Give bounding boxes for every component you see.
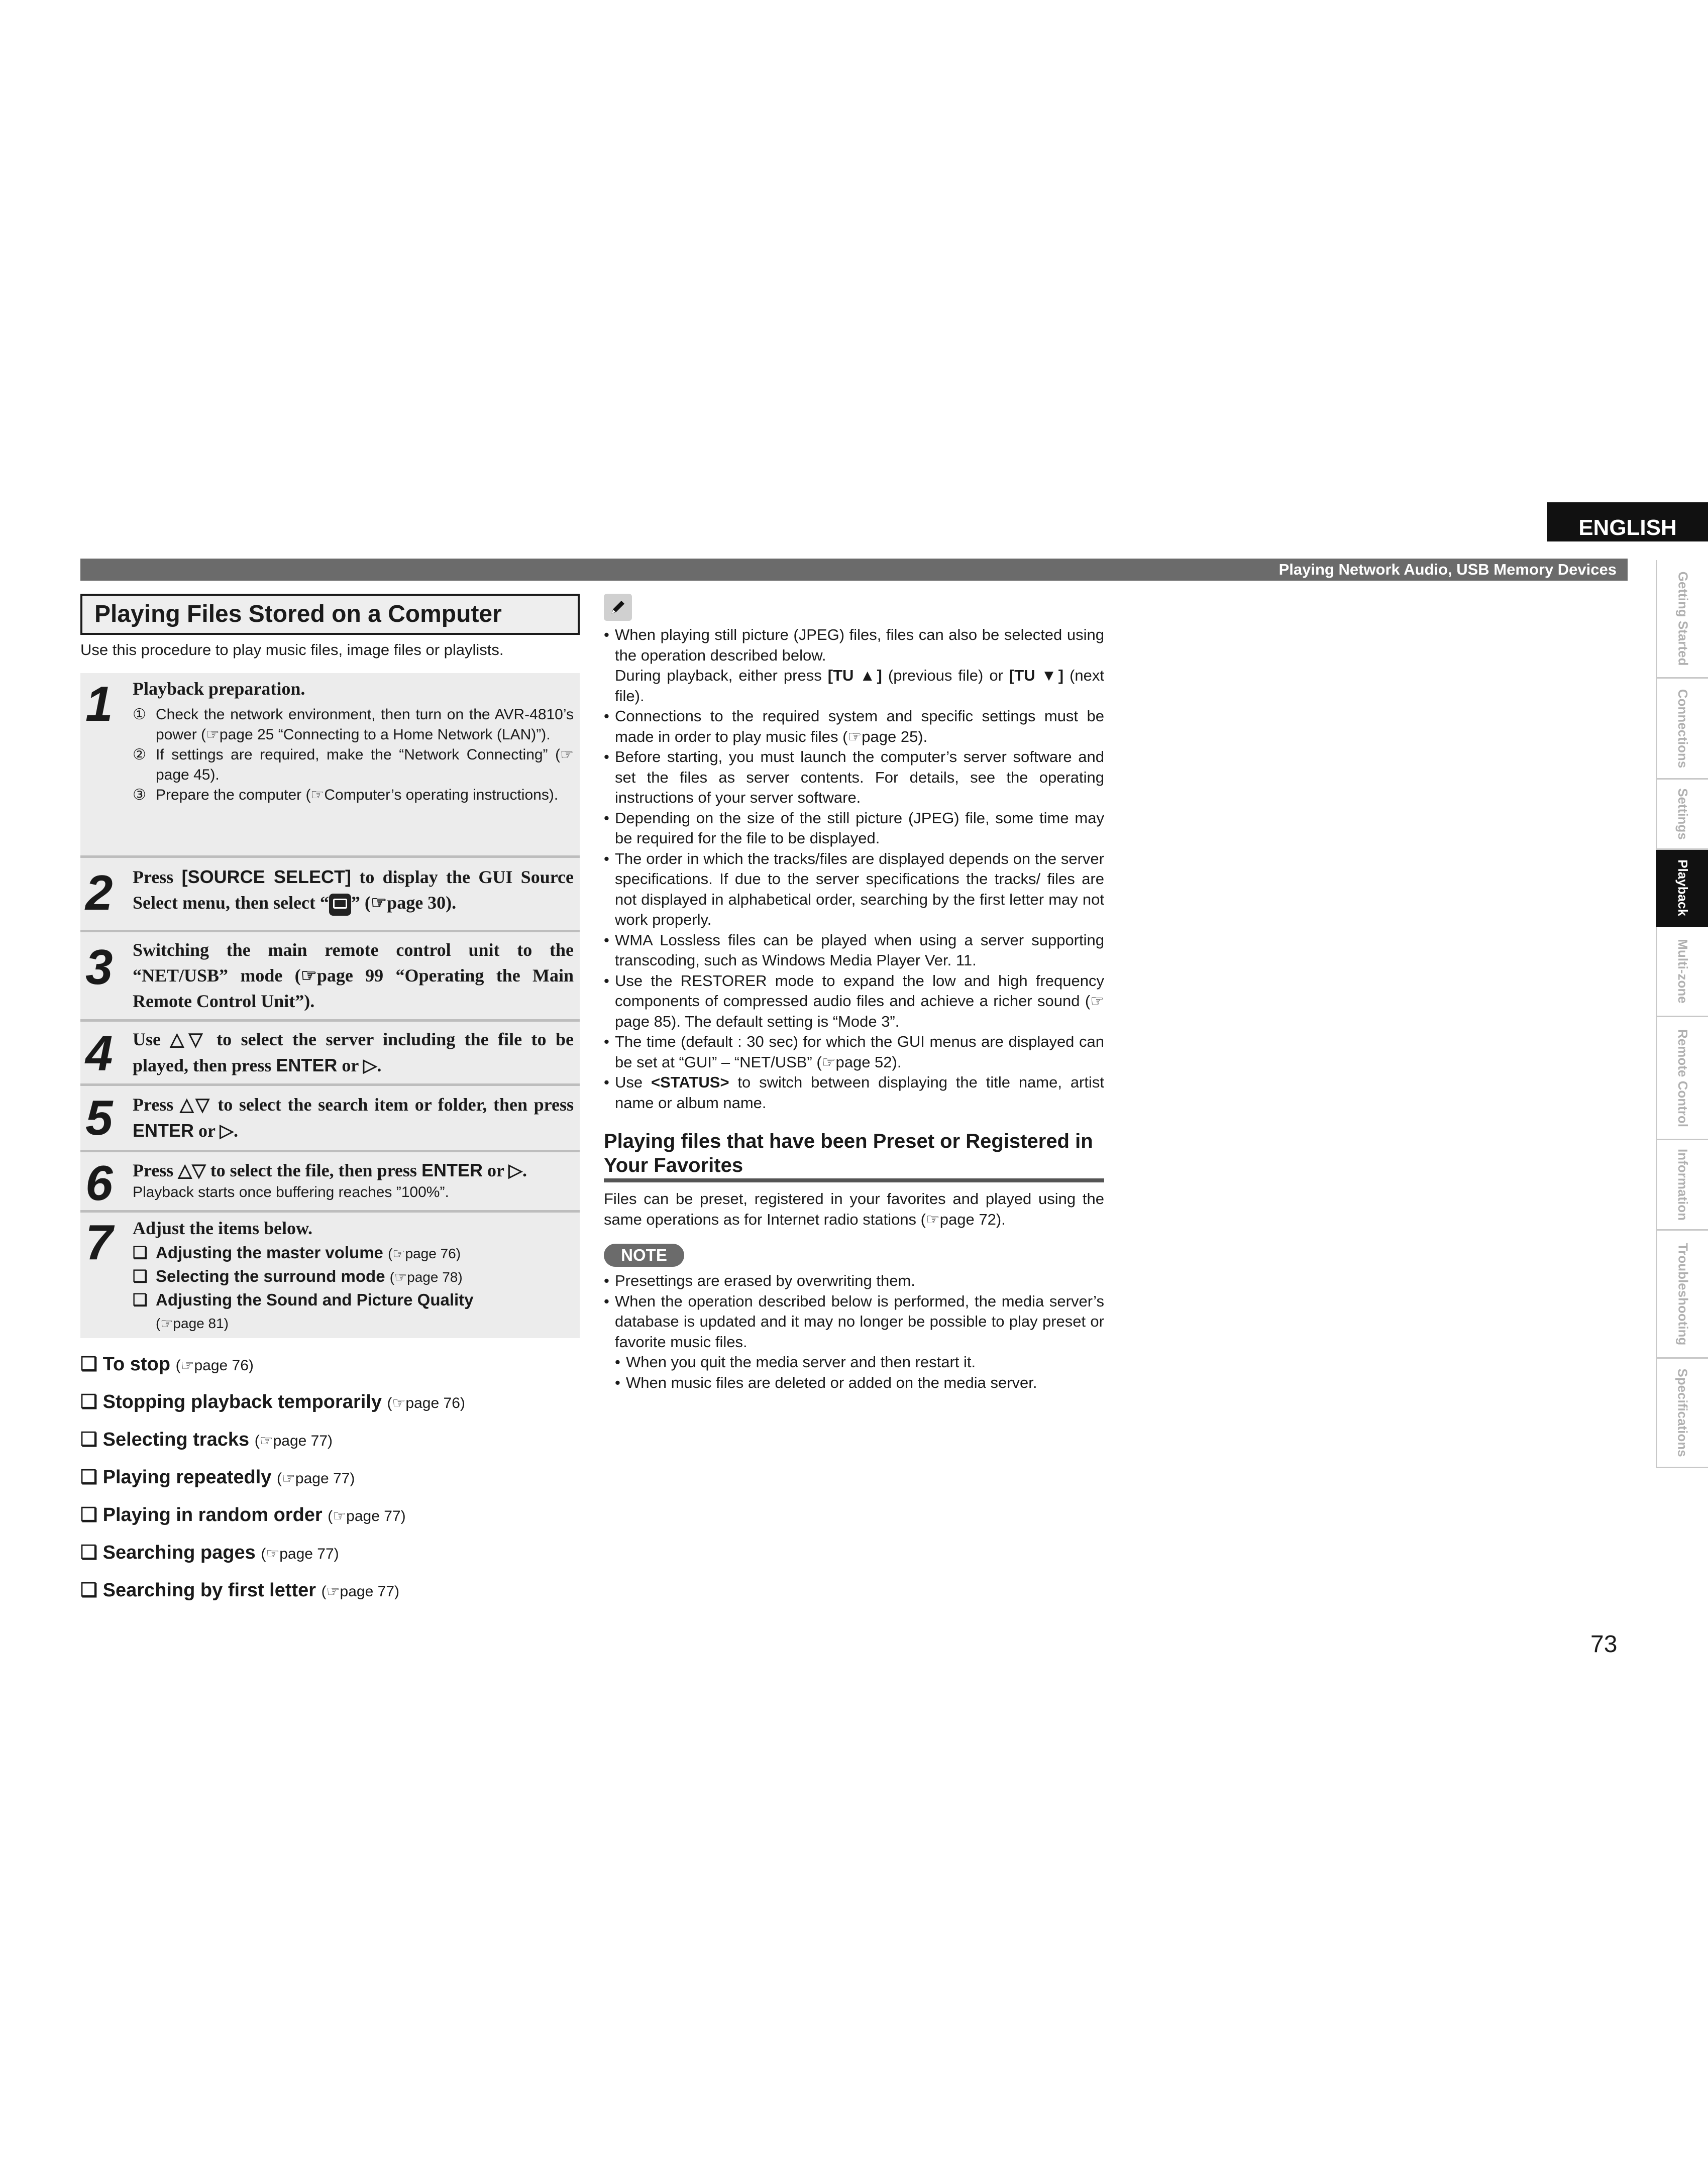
side-tab-label: Playback [1675, 859, 1690, 916]
side-tab-label: Specifications [1675, 1368, 1690, 1457]
check-item[interactable]: ❏ Adjusting the Sound and Picture Quality (☞page 81) [133, 1288, 574, 1335]
tip-item: • When playing still picture (JPEG) files, files can also be selected using the operation described below. During playback, either press [TU ▲] (previous file) or [TU ▼] (next file). [604, 625, 1104, 706]
step-heading: Playback preparation. [133, 679, 305, 699]
side-tab-getting-started[interactable] [1656, 560, 1708, 679]
step-3 [80, 932, 580, 1022]
step-5 [80, 1086, 580, 1152]
side-tab-label: Getting Started [1675, 571, 1691, 666]
checkbox-icon: ❏ [80, 1354, 98, 1375]
side-tab-label: Connections [1675, 689, 1691, 768]
step-heading: Use △▽ to select the server including the file to be played, then press ENTER or ▷. [133, 1029, 574, 1075]
step-number: 2 [85, 865, 113, 920]
side-tab-label: Remote Control [1675, 1029, 1690, 1127]
checkbox-icon: ❏ [80, 1542, 98, 1563]
step-heading: Press △▽ to select the search item or folder, then press ENTER or ▷. [133, 1095, 574, 1141]
checkbox-icon: ❏ [80, 1504, 98, 1525]
note-badge: NOTE [604, 1244, 684, 1267]
note-subitem: • When you quit the media server and then restart it. [604, 1352, 1104, 1373]
note-list [604, 1271, 1104, 1393]
tip-item: • Connections to the required system and specific settings must be made in order to play music files (☞page 25). [604, 706, 1104, 747]
favorites-heading: Playing files that have been Preset or Registered in Your Favorites [604, 1129, 1104, 1182]
tip-item: • WMA Lossless files can be played when using a server supporting transcoding, such as Windows Media Player Ver. 11. [604, 930, 1104, 971]
tip-item: • The time (default : 30 sec) for which the GUI menus are displayed can be set at “GUI” – “NET/USB” (☞page 52). [604, 1032, 1104, 1072]
related-operations-list [80, 1346, 583, 1610]
step-1 [80, 673, 580, 858]
step-number: 7 [85, 1215, 113, 1270]
side-tab-information[interactable] [1656, 1140, 1708, 1231]
step-heading: Press △▽ to select the file, then press ENTER or ▷. [133, 1160, 527, 1180]
step-heading: Press [SOURCE SELECT] to display the GUI Source Select menu, then select “ ” (☞page 30). [133, 864, 574, 916]
network-source-icon [329, 894, 351, 916]
side-tab-label: Troubleshooting [1675, 1243, 1690, 1345]
step-number: 4 [85, 1026, 113, 1081]
step-heading: Switching the main remote control unit to the “NET/USB” mode (☞page 99 “Operating the Main Remote Control Unit”). [133, 940, 574, 1011]
step-heading: Adjust the items below. [133, 1218, 312, 1238]
side-tab-connections[interactable] [1656, 679, 1708, 780]
list-item[interactable]: ❏ Stopping playback temporarily (☞page 76) [80, 1391, 465, 1412]
checkbox-icon: ❏ [133, 1267, 148, 1285]
side-tab-specifications[interactable] [1656, 1359, 1708, 1468]
section-title: Playing Files Stored on a Computer [80, 594, 580, 635]
tip-item: • The order in which the tracks/files are displayed depends on the server specifications. If due to the server specifications the tracks/ files are not displayed in alphabetical order, searching by the first letter may not work properly. [604, 849, 1104, 930]
checkbox-icon: ❏ [80, 1580, 98, 1601]
side-tab-playback[interactable] [1656, 850, 1708, 927]
step-7 [80, 1213, 580, 1338]
checkbox-icon: ❏ [80, 1391, 98, 1412]
list-item[interactable]: ❏ Searching pages (☞page 77) [80, 1542, 339, 1563]
checkbox-icon: ❏ [133, 1290, 148, 1309]
note-item: • Presettings are erased by overwriting them. [604, 1271, 1104, 1291]
step-4 [80, 1022, 580, 1086]
step-number: 5 [85, 1090, 113, 1145]
note-item: • When the operation described below is performed, the media server’s database is updated and it may no longer be possible to play preset or favorite music files. [604, 1291, 1104, 1353]
side-tab-label: Settings [1675, 788, 1691, 840]
checkbox-icon: ❏ [133, 1243, 148, 1262]
check-item[interactable]: ❏ Selecting the surround mode (☞page 78) [133, 1265, 574, 1288]
step-substep: ② If settings are required, make the “Network Connecting” (☞page 45). [133, 746, 574, 783]
tip-item: • Use <STATUS> to switch between displaying the title name, artist name or album name. [604, 1072, 1104, 1113]
side-tab-multi-zone[interactable] [1656, 927, 1708, 1017]
check-item[interactable]: ❏ Adjusting the master volume (☞page 76) [133, 1241, 574, 1265]
step-number: 3 [85, 939, 113, 995]
step-note: Playback starts once buffering reaches ”100%”. [133, 1184, 449, 1201]
tip-item: • Before starting, you must launch the computer’s server software and set the files as server contents. For details, see the operating instructions of your server software. [604, 747, 1104, 808]
steps-panel [80, 673, 580, 1338]
list-item[interactable]: ❏ Selecting tracks (☞page 77) [80, 1429, 333, 1450]
step-number: 6 [85, 1155, 113, 1211]
favorites-text: Files can be preset, registered in your favorites and played using the same operations as for Internet radio stations (☞page 72). [604, 1190, 1104, 1228]
step-number: 1 [85, 676, 113, 731]
side-navigation [1656, 560, 1708, 1468]
step-6 [80, 1152, 580, 1213]
note-subitem: • When music files are deleted or added on the media server. [604, 1373, 1104, 1393]
step-substep: ① Check the network environment, then turn on the AVR-4810’s power (☞page 25 “Connecting to a Home Network (LAN)”). [133, 706, 574, 743]
list-item[interactable]: ❏ Playing in random order (☞page 77) [80, 1504, 406, 1525]
tips-list [604, 625, 1104, 1113]
checkbox-icon: ❏ [80, 1467, 98, 1488]
section-intro: Use this procedure to play music files, image files or playlists. [80, 641, 504, 659]
step-substep: ③ Prepare the computer (☞Computer’s operating instructions). [133, 787, 559, 803]
side-tab-remote-control[interactable] [1656, 1017, 1708, 1140]
side-tab-label: Information [1675, 1149, 1690, 1221]
side-tab-troubleshooting[interactable] [1656, 1231, 1708, 1359]
step-2 [80, 858, 580, 932]
tip-item: • Use the RESTORER mode to expand the low and high frequency components of compressed audio files and achieve a richer sound (☞page 85). The default setting is “Mode 3”. [604, 971, 1104, 1032]
side-tab-settings[interactable] [1656, 780, 1708, 850]
tip-item: • Depending on the size of the still picture (JPEG) file, some time may be required for the file to be displayed. [604, 808, 1104, 849]
page-number: 73 [1590, 1631, 1618, 1658]
side-tab-label: Multi-zone [1675, 939, 1690, 1004]
list-item[interactable]: ❏ Playing repeatedly (☞page 77) [80, 1467, 355, 1488]
list-item[interactable]: ❏ Searching by first letter (☞page 77) [80, 1580, 399, 1601]
checkbox-icon: ❏ [80, 1429, 98, 1450]
pencil-icon [604, 594, 632, 621]
chapter-header: Playing Network Audio, USB Memory Devices [80, 559, 1628, 581]
language-tab: ENGLISH [1547, 502, 1708, 541]
list-item[interactable]: ❏ To stop (☞page 76) [80, 1354, 254, 1375]
